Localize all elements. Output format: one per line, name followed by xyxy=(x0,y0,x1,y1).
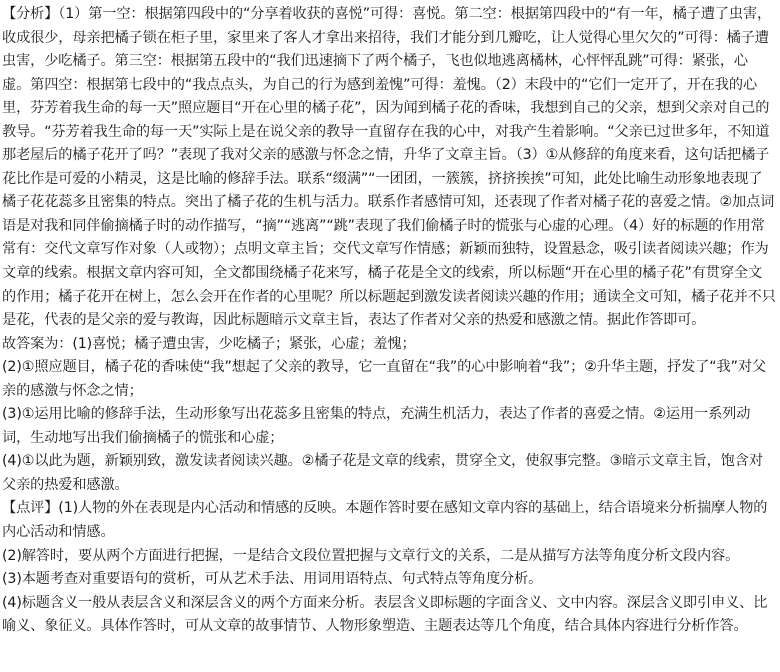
analysis-text: （1）第一空：根据第四段中的“分享着收获的喜悦”可得：喜悦。第二空：根据第四段中的“有一年，橘子遭了虫害，收成很少，母亲把橘子锁在柜子里，家里来了客人才拿出来招待，我们才能分到几瓣吃，让人觉得心里欠欠的”可得：橘子遭虫害，少吃橘子。第三空：根据第五段中的“我们迅速摘下了两个橘子，飞也似地逃离橘林，心怦怦乱跳”可得：紧张，心虚。第四空：根据第七段中的“我点点头，为自己的行为感到羞愧”可得：羞愧。（2）末段中的“它们一定开了，开在我的心里，芬芳着我生命的每一天”照应题目“开在心里的橘子花”，因为闻到橘子花的香味，我想到自己的父亲，想到父亲对自己的教导。“芬芳着我生命的每一天”实际上是在说父亲的教导一直留存在我的心中，对我产生着影响。“父亲已过世多年，不知道那老屋后的橘子花开了吗？”表现了我对父亲的感激与怀念之情，升华了文章主旨。（3）①从修辞的角度来看，这句话把橘子花比作是可爱的小精灵，这是比喻的修辞手法。联系“缀满”“一团团，一簇簇，挤挤挨挨”可知，此处比喻生动形象地表现了橘子花花蕊多且密集的特点。突出了橘子花的生机与活力。联系作者感情可知，还表现了作者对橘子花的喜爱之情。②加点词语是对我和同伴偷摘橘子时的动作描写，“摘”“逃离”“跳”表现了我们偷橘子时的慌张与心虚的心理。（4）好的标题的作用常常有：交代文章写作对象（人或物）；点明文章主旨；交代文章写作情感；新颖而独特，设置悬念，吸引读者阅读兴趣；作为文章的线索。根据文章内容可知，全文都围绕橘子花来写，橘子花是全文的线索，所以标题“开在心里的橘子花”有贯穿全文的作用；橘子花开在树上，怎么会开在作者的心里呢？所以标题起到激发读者阅读兴趣的作用；通读全文可知，橘子花并不只是花，代表的是父亲的爱与教诲，因此标题暗示文章主旨，表达了作者对父亲的热爱和感激之情。据此作答即可。 xyxy=(2,6,776,329)
comment-paragraph xyxy=(2,497,776,544)
analysis-tag: 【分析】 xyxy=(2,6,59,22)
answer-line-4: (4)①以此为题，新颖别致，激发读者阅读兴趣。②橘子花是文章的线索，贯穿全文，使叙事完整。③暗示文章主旨，饱含对父亲的热爱和感激。 xyxy=(2,453,763,493)
analysis-paragraph xyxy=(2,3,776,333)
comment-note-2: (2)解答时，要从两个方面进行把握，一是结合文段位置把握与文章行文的关系，二是从描写方法等角度分析文段内容。 xyxy=(2,547,740,564)
answer-line-1: 故答案为：(1)喜悦；橘子遭虫害，少吃橘子；紧张，心虚；羞愧； xyxy=(2,335,416,352)
answer-line-3: (3)①运用比喻的修辞手法，生动形象写出花蕊多且密集的特点，充满生机活力，表达了作者的喜爱之情。②运用一系列动词，生动地写出我们偷摘橘子的慌张和心虚； xyxy=(2,406,751,446)
comment-note-3: (3)本题考查对重要语句的赏析，可从艺术手法、用词用语特点、句式特点等角度分析。 xyxy=(2,571,543,588)
comment-tag: 【点评】 xyxy=(2,500,59,517)
comment-note-4: (4)标题含义一般从表层含义和深层含义的两个方面来分析。表层含义即标题的字面含义、文中内容。深层含义即引申义、比喻义、象征义。具体作答时，可从文章的故事情节、人物形象塑造、主题表达等几个角度，结合具体内容进行分析作答。 xyxy=(2,594,768,635)
comment-text: (1)人物的外在表现是内心活动和情感的反映。本题作答时要在感知文章内容的基础上，结合语境来分析揣摩人物的内心活动和情感。 xyxy=(2,500,768,541)
answer-line-2: (2)①照应题目，橘子花的香味使“我”想起了父亲的教导，它一直留在“我”的心中影响着“我”；②升华主题，抒发了“我”对父亲的感激与怀念之情； xyxy=(2,359,766,399)
